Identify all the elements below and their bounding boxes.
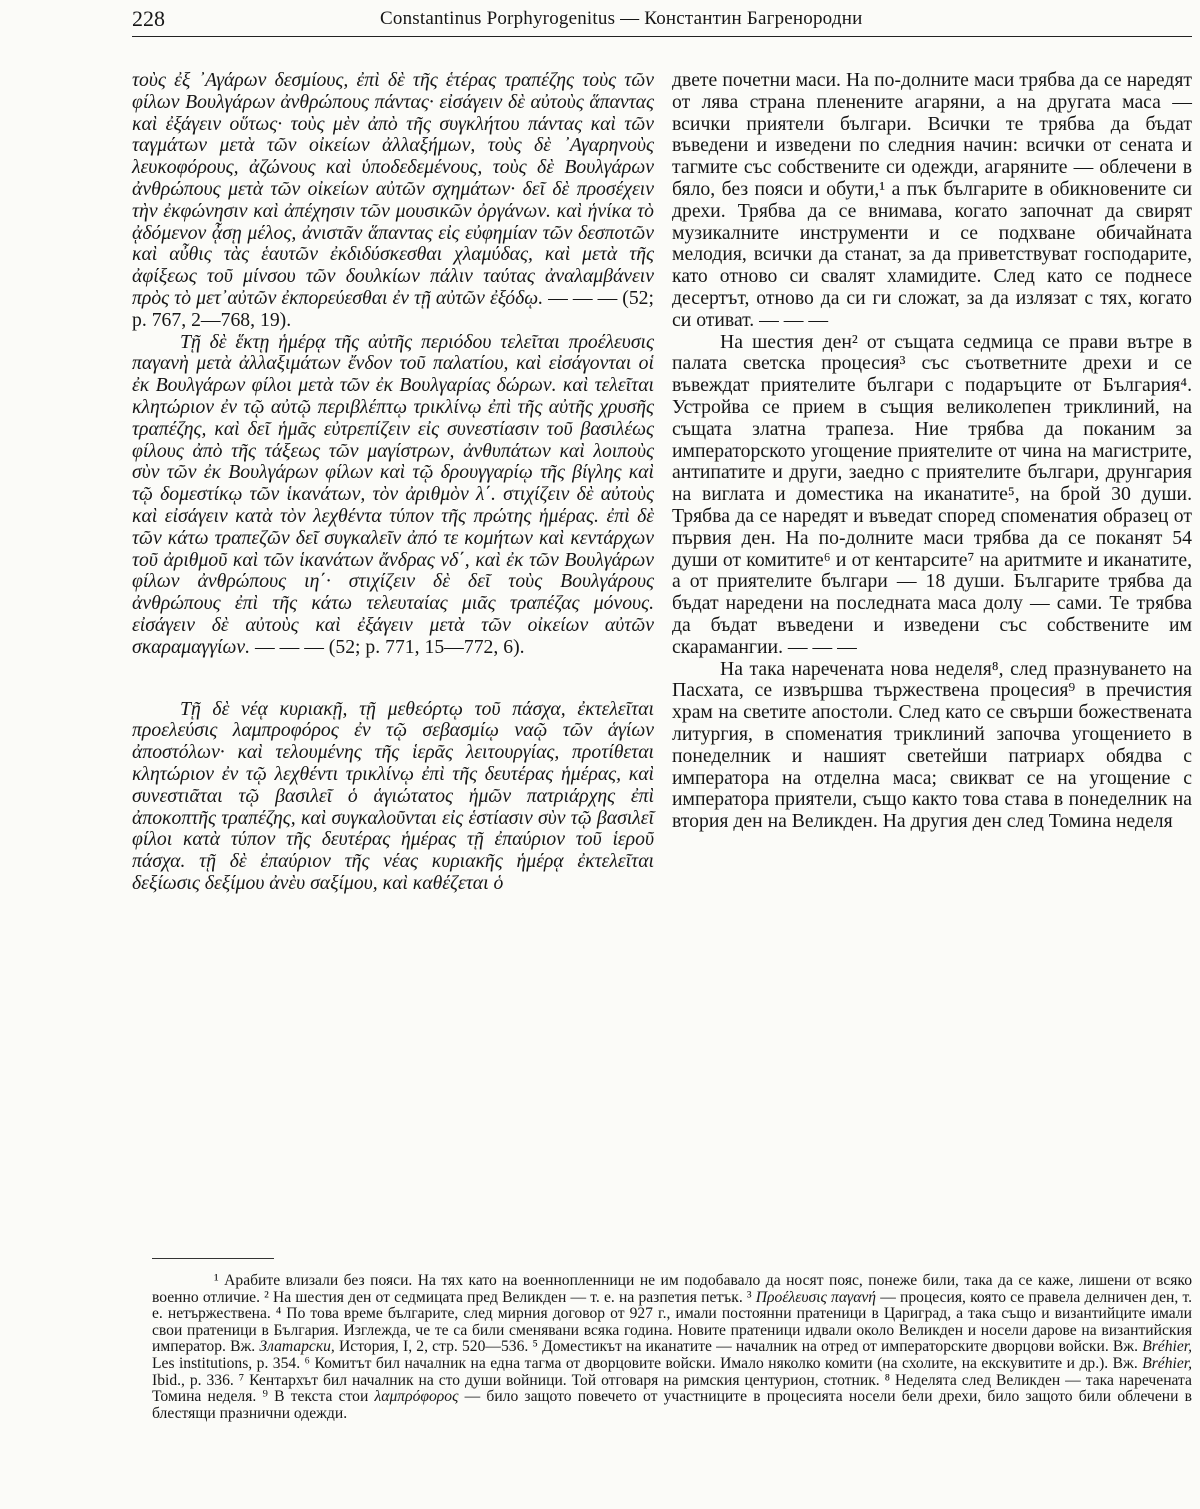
- footnotes: [152, 1258, 1192, 1422]
- source-reference: — — — (52; p. 767, 2—768, 19).: [132, 286, 654, 331]
- paragraph-gap: [132, 659, 654, 699]
- bulgarian-paragraph-1: двете почетни маси. На по-долните маси трябва да се наредят от лява страна пленените агаряни, а на другата маса — всички приятели българи. Всички те трябва да бъдат въведени и изведени по следния начин: всички от сената и тагмите със собствените си одежди, агаряните — облечени в бяло, без пояси и обути,¹ а пък българите в обикновените си дрехи. Трябва да се внимава, когато започнат да свирят музикалните инструменти и се подхване обичайната мелодия, всички да станат, за да приветствуват господарите, като отново си свалят хламидите. След като се поднесе десертът, отново да си ги сложат, за да излязат с тях, когато си отиват. — — —: [672, 69, 1192, 331]
- greek-paragraph-3: Τῇ δὲ νέᾳ κυριακῇ, τῇ μεθεόρτῳ τοῦ πάσχα, ἐκτελεῖται προελεύσις λαμπροφόρος ἐν τῷ σεβασμίῳ ναῷ τῶν ἁγίων ἀποστόλων· καὶ τελουμένης τῆς ἱερᾶς λειτουργίας, προτίθεται κλητώριον ἐν τῷ λεχθέντι τρικλίνῳ ἐπὶ τῆς δευτέρας ἡμέρας, καὶ συνεστιᾶται τῷ βασιλεῖ ὁ ἁγιώτατος ἡμῶν πατριάρχης ἐπὶ ἀποκοπτῆς τραπέζης, καὶ συγκαλοῦνται εἰς ἑστίασιν σὺν τῷ βασιλεῖ φίλοι κατὰ τύπον τῆς δευτέρας ἡμέρας τῇ ἐπαύριον τοῦ ἱεροῦ πάσχα. τῇ δὲ ἐπαύριον τῆς νέας κυριακῆς ἡμέρᾳ ἐκτελεῖται δεξίωσις δεξίμου ἀνὲυ σαξίμου, καὶ καθέζεται ὁ: [132, 697, 654, 894]
- running-header: [132, 6, 1192, 36]
- footnote-text: ¹ Арабите влизали без пояси. На тях като на военнопленници не им подобавало да носят пояс, понеже били, така да се каже, лишени от всяко военно отличие. ² На шестия ден от седмицата пред Великден — т. е. на разпетия петък. ³ Προέλευσις παγανή — процесия, която се правела делничен ден, т. е. нетържествена. ⁴ По това време българите, след мирния договор от 927 г., имали постоянни пратеници в Цариград, а така също и византийците имали свои пратеници в България. Изглежда, че те са били сменявани всяка година. Новите пратеници идвали около Великден и носели дарове на византийския император. Вж. Златарски, История, I, 2, стр. 520—536. ⁵ Доместикът на иканатите — началник на отред от императорските дворцови войски. Вж. Bréhier, Les institutions, p. 354. ⁶ Комитът бил началник на една тагма от дворцовите войски. Имало няколко комити (на схолите, на екскувитите и др.). Вж. Bréhier, Ibid., p. 336. ⁷ Кентархът бил началник на сто души войници. Той отговаря на римския центурион, стотник. ⁸ Неделята след Великден — така наречената Томина неделя. ⁹ В текста стои λαμπρόφορος — било защото повечето от участниците в процесията носели бели дрехи, било защото били облечени в блестящи празнични одежди.: [152, 1272, 1192, 1422]
- greek-paragraph-2: Τῇ δὲ ἕκτῃ ἡμέρᾳ τῆς αὐτῆς περιόδου τελεῖται προέλευσις παγανὴ μετὰ ἀλλαξιμάτων ἔνδον τοῦ παλατίου, καὶ εἰσάγονται οἱ ἐκ Βουλγάρων φίλοι μετὰ τῶν ἐκ Βουλγαρίας δώρων. καὶ τελεῖται κλητώριον ἐν τῷ αὐτῷ περιβλέπτῳ τρικλίνῳ ἐπὶ τῆς αὐτῆς χρυσῆς τραπέζης, καὶ δεῖ ἡμᾶς εὐτρεπίζειν εἰς συνεστίασιν τοῦ βασιλέως φίλους ἀπὸ τῆς τάξεως τῶν μαγίστρων, ἀνθυπάτων καὶ λοιποὺς σὺν τῶν ἐκ Βουλγάρων φίλων καὶ τῷ δρουγγαρίῳ τῆς βίγλης καὶ τῷ δομεστίκῳ τῶν ἱκανάτων, τὸν ἀριθμὸν λ΄. στιχίζειν δὲ αὐτοὺς καὶ εἰσάγειν κατὰ τὸν λεχθέντα τύπον τῆς πρώτης ἡμέρας. ἐπὶ δὲ τῶν κάτω τραπεζῶν δεῖ συγκαλεῖν ἀπό τε κομήτων καὶ κεντάρχων τοῦ ἀριθμοῦ καὶ τῶν ἱκανάτων ἄνδρας νδ΄, καὶ ἐκ τῶν Βουλγάρων φίλων ἀνθρώπους ιη΄· στιχίζειν δὲ δεῖ τοὺς Βουλγάρους ἀνθρώπους ἐπὶ τῆς κάτω τελευταίας μιᾶς τραπέζας μόνους. εἰσάγειν δὲ αὐτοὺς καὶ ἐξάγειν μετὰ τῶν οἰκείων αὐτῶν σκαραμαγγίων. — — — (52; p. 771, 15—772, 6).: [132, 330, 654, 658]
- source-reference: — — — (52; p. 771, 15—772, 6).: [250, 635, 525, 658]
- bulgarian-column: [672, 70, 1192, 833]
- bulgarian-paragraph-3: На така наречената нова неделя⁸, след празнуването на Пасхата, се извършва тържествена процесия⁹ в пречистия храм на светите апостоли. След като се свърши божествената литургия, в споменатия триклиний започва угощението в понеделник и нашият светейши патриарх обядва с императора на отделна маса; свикват се на угощение с императора приятели, също както това става в понеделник на втория ден на Великден. На другия ден след Томина неделя: [672, 657, 1192, 833]
- bulgarian-paragraph-2: На шестия ден² от същата седмица се прави вътре в палата светска процесия³ със съответните дрехи и се въвеждат приятелите българи с подаръците от България⁴. Устройва се прием в същия великолепен триклиний, на същата златна трапеза. Ние трябва да поканим за императорското угощение приятелите от чина на магистрите, антипатите и други, заедно с приятелите българи, друнгария на виглата и доместика на иканатите⁵, на брой 30 души. Трябва да се наредят и въведат според споменатия образец от първия ден. На по-долните маси трябва да се поканят 54 души от комитите⁶ и от кентарситe⁷ на аритмите и иканатите, а от приятелите българи — 18 души. Българите трябва да бъдат наредени на последната маса долу — сами. Те трябва да бъдат въведени и изведени със собствените им скарамангии. — — —: [672, 330, 1192, 658]
- header-rule: [132, 36, 1192, 37]
- page-number: 228: [132, 6, 165, 31]
- running-title: Constantinus Porphyrogenitus — Константин Багренородни: [380, 8, 863, 29]
- greek-column: [132, 70, 654, 895]
- greek-paragraph-1: τοὺς ἐξ ᾿Αγάρων δεσμίους, ἐπὶ δὲ τῆς ἑτέρας τραπέζης τοὺς τῶν φίλων Βουλγάρων ἀνθρώπους πάντας· εἰσάγειν δὲ αὐτοὺς ἅπαντας καὶ ἐξάγειν οὕτως· τοὺς μὲν ἀπὸ τῆς συγκλήτου πάντας καὶ τῶν ταγμάτων μετὰ τῶν οἰκείων ἀλλαξήμων, τοὺς δὲ ᾿Αγαρηνοὺς λευκοφόρους, ἀζώνους καὶ ὑποδεδεμένους, τοὺς δὲ Βουλγάρων ἀνθρώπους μετὰ τῶν οἰκείων αὐτῶν σχημάτων· δεῖ δὲ προσέχειν τὴν ἐκφώνησιν καὶ ἀπέχησιν τῶν μουσικῶν ὀργάνων. καὶ ἡνίκα τὸ ᾀδόμενον ᾆσῃ μέλος, ἀνιστᾶν ἅπαντας εἰς εὐφημίαν τῶν δεσποτῶν καὶ αὖθις τὰς ἑαυτῶν ἐκδιδύσκεσθαι χλαμύδας, καὶ μετὰ τῆς ἀφίξεως τοῦ μίνσου τῶν δουλκίων πάλιν ταύτας ἀναλαμβάνειν πρὸς τὸ μετ᾿αὐτῶν ἐκπορεύεσθαι ἐν τῇ αὐτῶν ἐξόδῳ. — — — (52; p. 767, 2—768, 19).: [132, 69, 654, 331]
- footnote-rule: [152, 1258, 274, 1259]
